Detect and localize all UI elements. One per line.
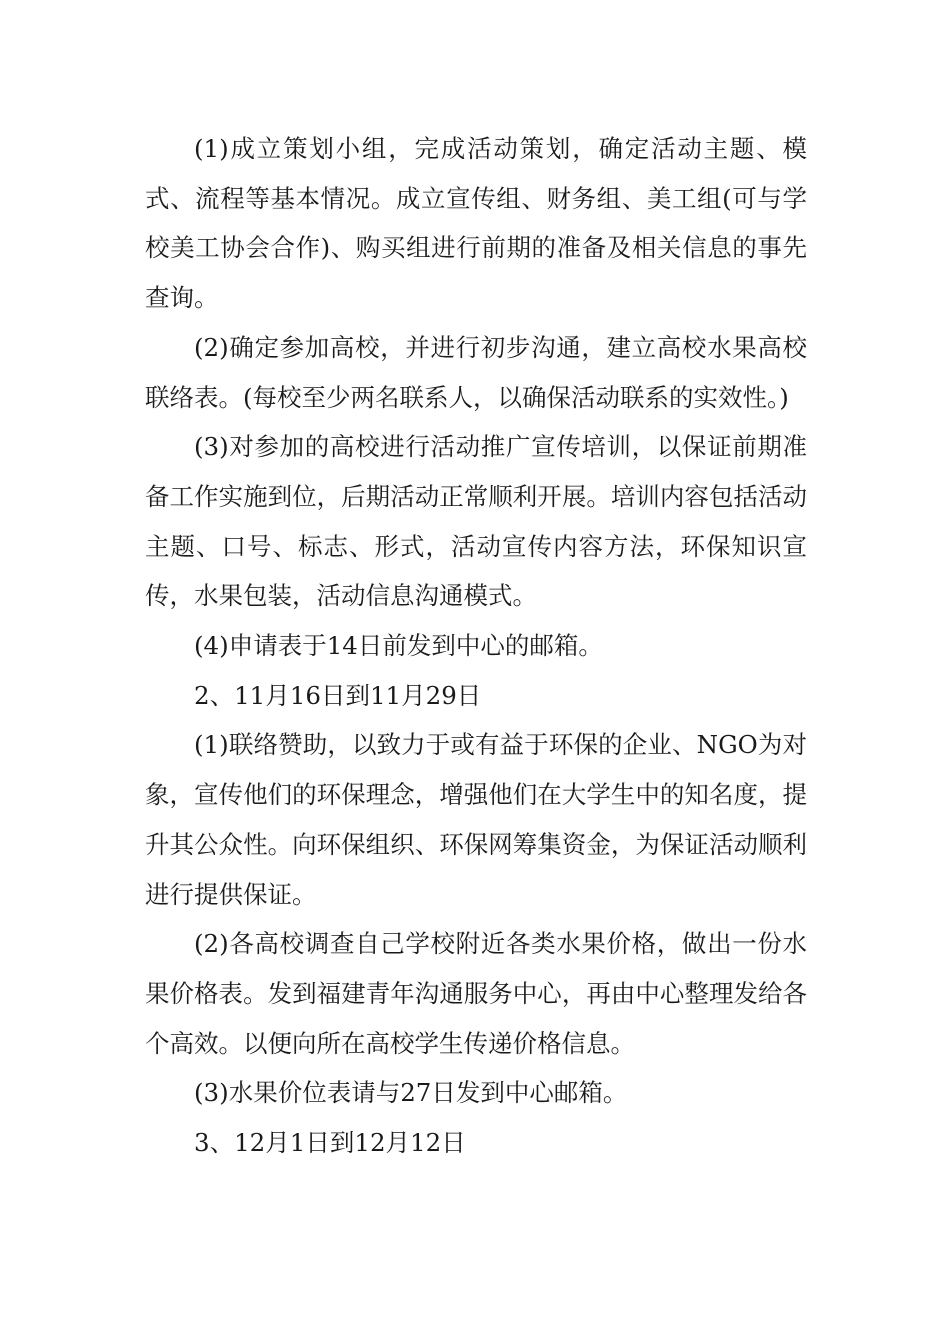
section-heading-2: 2、11月16日到11月29日 bbox=[194, 680, 482, 710]
paragraph-step-1-3: (3)对参加的高校进行活动推广宣传培训，以保证前期准备工作实施到位，后期活动正常顺利开展。培训内容包括活动主题、口号、标志、形式，活动宣传内容方法，环保知识宣传，水果包装，活动信息沟通模式。 bbox=[145, 432, 807, 611]
document-body bbox=[145, 124, 807, 1168]
paragraph-step-1-2: (2)确定参加高校，并进行初步沟通，建立高校水果高校联络表。(每校至少两名联系人，以确保活动联系的实效性。) bbox=[145, 332, 807, 412]
paragraph-step-2-3: (3)水果价位表请与27日发到中心邮箱。 bbox=[194, 1078, 628, 1108]
paragraph-step-2-1: (1)联络赞助，以致力于或有益于环保的企业、NGO为对象，宣传他们的环保理念，增强他们在大学生中的知名度，提升其公众性。向环保组织、环保网筹集资金，为保证活动顺利进行提供保证。 bbox=[145, 730, 807, 909]
paragraph-step-2-2: (2)各高校调查自己学校附近各类水果价格，做出一份水果价格表。发到福建青年沟通服务中心，再由中心整理发给各个高效。以便向所在高校学生传递价格信息。 bbox=[145, 929, 807, 1058]
paragraph-step-1-4: (4)申请表于14日前发到中心的邮箱。 bbox=[194, 631, 603, 661]
paragraph-step-1-1: (1)成立策划小组，完成活动策划，确定活动主题、模式、流程等基本情况。成立宣传组、财务组、美工组(可与学校美工协会合作)、购买组进行前期的准备及相关信息的事先查询。 bbox=[145, 134, 807, 313]
section-heading-3: 3、12月1日到12月12日 bbox=[194, 1128, 466, 1158]
